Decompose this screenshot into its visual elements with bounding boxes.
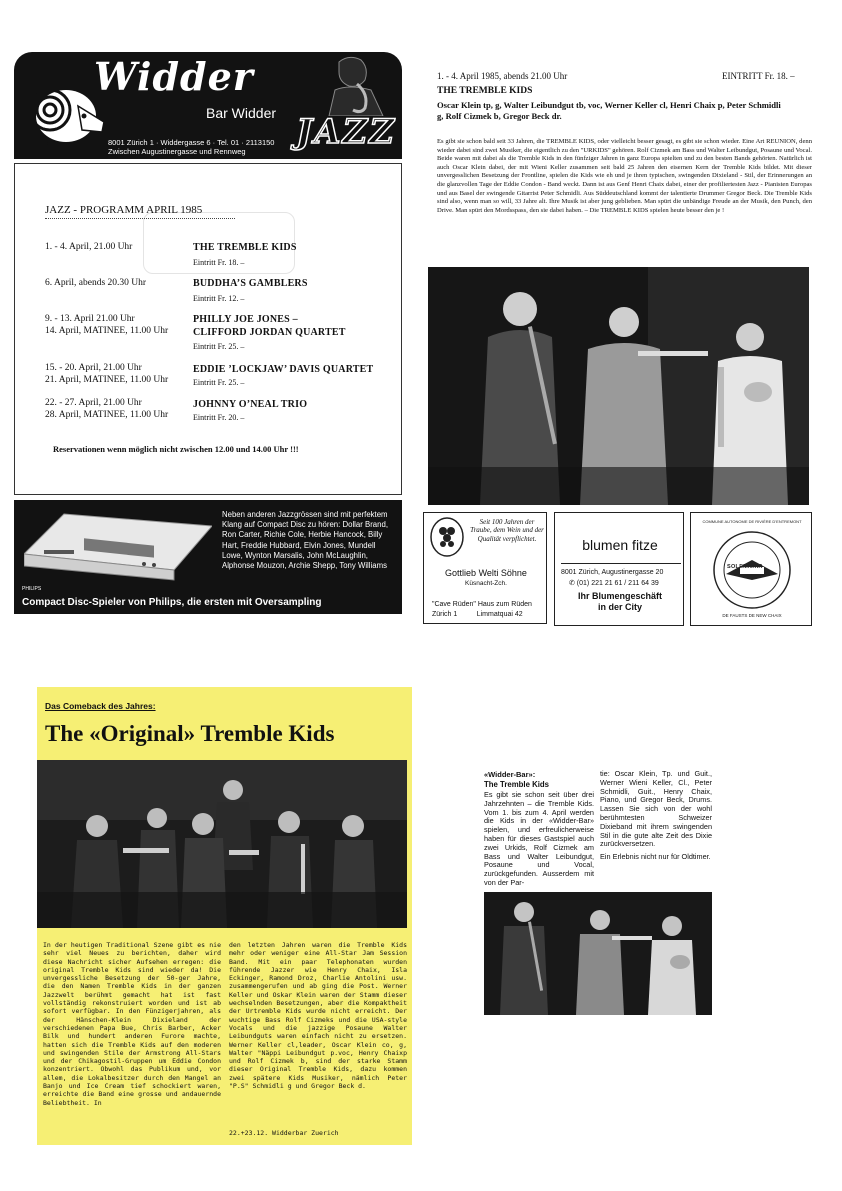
clipping-headline: The «Original» Tremble Kids <box>45 721 335 746</box>
tremble-dateline: 1. - 4. April 1985, abends 21.00 Uhr <box>437 71 568 81</box>
program-title: JAZZ - PROGRAMM APRIL 1985 <box>45 204 203 216</box>
seal-outer-text: COMMUNE AUTONOME DE RIVIÈRE D’ENTREMONT <box>702 519 802 524</box>
address-line: 8001 Zürich 1 · Widdergasse 6 · Tel. 01 · 2113150 <box>108 138 275 147</box>
tremble-fee: EINTRITT Fr. 18. – <box>722 71 795 81</box>
title-underline <box>45 218 235 219</box>
clipping-footer: 22.+23.12. Widderbar Zuerich <box>229 1129 339 1137</box>
bar-widder-label: Bar Widder <box>206 105 277 121</box>
philips-brand: PHILIPS <box>22 586 42 592</box>
widder-logo: Widder <box>94 54 254 99</box>
welti-address: "Cave Rüden" Haus zum Rüden <box>432 601 532 608</box>
divider <box>561 563 681 564</box>
address-line: Zwischen Augustinergasse und Rennweg <box>108 147 246 156</box>
tremble-kids-photo <box>428 267 809 505</box>
clipping-kicker: Das Comeback des Jahres: <box>45 701 156 711</box>
reservation-note: Reservationen wenn möglich nicht zwischen 12.00 und 14.00 Uhr !!! <box>53 444 299 454</box>
philips-ad-text: Neben anderen Jazzgrössen sind mit perfektem Klang auf Compact Disc zu hören: Dollar Brand, Ron Carter, Richie Cole, Herbie Hancock, Billy Hart, Freddie Hubbard, Elvin Jones, Mundell Lowe, Wynton Marsalis, John McLaughlin, Alphonse Mouzon, Archie Shepp, Tony Williams <box>222 510 388 571</box>
blumen-phone: ✆ (01) 221 21 61 / 211 64 39 <box>569 580 659 587</box>
small-paragraph: tie: Oscar Klein, Tp. und Guit., Werner Wieni Keller, Cl., Peter Schmidli, Guit., Henry Chaix, Piano, und Gregor Beck, Drums. Lassen Sie sich von der wohl berühmtesten Schweizer Dixieband mit ihrem swingenden Stil in die gute alte Zeit des Dixie zurückversetzen. <box>600 769 712 849</box>
seal-bottom-text: DE FAUSTS DE NEW CHAIX <box>722 613 782 618</box>
small-paragraph: Ein Erlebnis nicht nur für Oldtimer. <box>600 852 711 862</box>
clipping-column: In der heutigen Traditional Szene gibt es nie sehr viel Neues zu berichten, daher wird diese Nachricht sicher Aufsehen erregen: die original Tremble Kids sind wieder da! Die unvergessliche Besetzung der 50-ger Jahre, die den Namen Tremble Kids in der ganzen Jazzwelt berühmt gemacht hat ist fast vollständig rekonstruiert worden und ist ab sofort verfügbar. In den Fünzigerjahren, als der Hänschen-Klein Dixieland der verschiedenen Papa Bue, Chris Barber, Acker Bilk und hundert anderen Furore machte, hatten sich die Tremble Kids auf den moderen und swingenden Stile der Armstrong All-Stars und der Chikagostil-Gruppen um Eddie Condon konzentriert. Obwohl das Publikum und, vor allem, die Lokalbesitzer durch den Mangel an Banjo und Ice Cream tief schockiert waren, erreichte die Band eine grosse und andauernde Beliebtheit. In <box>43 941 221 1107</box>
welti-slogan: Seit 100 Jahren der Traube, dem Wein und der Qualität verpflichtet. <box>470 518 544 543</box>
cd-player-illustration <box>24 510 212 584</box>
small-title: The Tremble Kids <box>484 780 549 789</box>
welti-address: Zürich 1 Limmatquai 42 <box>432 611 523 618</box>
welti-name: Gottlieb Welti Söhne <box>445 568 527 578</box>
tremble-article-body: Es gibt sie schon bald seit 33 Jahren, die TREMBLE KIDS, oder vielleicht besser gesagt, es gibt sie schon wieder. Eine Art REUNION, denn wieder dabei sind zwei Musiker, die eigentlich zu den "URKIDS" gehören. Rolf Cizmek am Bass und Walter Leibundgut, Posaune und Vocal. Beide waren mit dabei als die Tremble Kids in den fünfziger Jahren in ganz Europa spielten und zu den besten Bands gehörten. Natürlich ist auch Oscar Klein dabei, der mit Wieni Keller zusammen seit bald 25 Jahren den eisernen Kern der Tremble Kids bildet. Mit dieser unvergesslichen Besetzung der Frontline, spielen die Kids wie eh und je ihren typischen, swingenden Dixieland - Stil, der Erinnerungen an die glanzvollen Tage der Eddie Condon - Band weckt. Dann ist aus Genf Henri Chaix dabei, einer der profiliertesten Jazz - Pianisten Europas und aus Basel der swingende Gitarrist Peter Schmidli. Aus Süddeutschland kommt der talentierte Drummer Gregor Beck. Die Tremble Kids sind also, wenn man so will, 33 Jahre alt. Ihre Musik ist aber jung geblieben. Man spürt die unbändige Freude an der Musik, den Punch, den Drive. Man spürt den Mordsspass, den sie dabei haben. – Die TREMBLE KIDS spielen heute besser den je ! <box>437 138 812 214</box>
welti-ad <box>423 512 547 624</box>
jazz-wordmark: JAZZ <box>296 112 397 152</box>
seal-center-text: SOLEMNAIR <box>727 564 763 570</box>
welti-place: Küsnacht-Zch. <box>465 580 507 587</box>
clipping-column: den letzten Jahren waren die Tremble Kids mehr oder weniger eine All-Star Jam Session Band. Mit ein paar Telephonaten wurden führende Jazzer wie Henry Chaix, Isla Eckinger, Ramond Droz, Charlie Antolini usw. zusammengerufen und ab ging die Post. Werner Keller und Oskar Klein waren der Stamm dieser wechselnden Besetzungen, aber die Kompaktheit der Urtremble Kids wurde nicht erreicht. Der wuchtige Bass Rolf Cizmeks und die USA-style Vocals und die jazzige Posaune Walter Leibundguts waren einfach nicht zu ersetzen. Werner Keller cl,leader, Oscar Klein co, g, Walter "Näppi Leibundgut p.voc, Henry Chaixp und Rolf Cizmek b, sind der starke Stamm dieser Original Tremble Kids, dazu kommen zwei spätere Kids Musiker, nämlich Peter "P.S" Schmidli g und Gregor Beck d. <box>229 941 407 1091</box>
comeback-clipping <box>37 687 412 1145</box>
tremble-lineup: Oscar Klein tp, g, Walter Leibundgut tb, voc, Werner Keller cl, Henri Chaix p, Peter Schmidli <box>437 100 781 110</box>
blumen-slogan: Ihr Blumengeschäft <box>577 591 662 601</box>
tremble-lineup: g, Rolf Cizmek b, Gregor Beck dr. <box>437 111 562 121</box>
band-photo <box>37 760 407 928</box>
tremble-title: THE TREMBLE KIDS <box>437 86 533 96</box>
small-band-photo <box>484 892 712 1015</box>
philips-ad <box>14 500 402 614</box>
seal-ad <box>690 512 812 626</box>
saxophonist-illustration <box>299 54 399 116</box>
blumen-fitze-name: blumen fitze <box>582 537 658 553</box>
blumen-slogan: in der City <box>597 602 642 612</box>
small-column: Es gibt sie schon seit über drei Jahrzehnten – die Tremble Kids. Vom 1. bis zum 4. April werden die Kids in der «Widder-Bar» spielen, und erfreulicherweise haben für dieses Gastspiel auch zwei Urkids, Rolf Cizmek am Bass und Walter Leibundgut, Posaune und Vocal, zurückgefunden. Ausserdem mit von der Par- <box>484 790 594 887</box>
commune-seal-icon <box>712 530 792 610</box>
blumen-fitze-ad <box>554 512 684 626</box>
widder-header <box>14 52 402 159</box>
grape-emblem-icon <box>430 517 464 557</box>
philips-caption: Compact Disc-Spieler von Philips, die ersten mit Oversampling <box>22 597 322 608</box>
jazz-program-box: JAZZ - PROGRAMM APRIL 1985 1. - 4. April, 21.00 Uhr THE TREMBLE KIDS Eintritt Fr. 18. – 6. April, abends 20.30 Uhr BUDDHA’S GAMBLERS Eintritt Fr. 12. – 9. - 13. April 21.00 Uhr 14. April, MATINEE, 11.00 Uhr PHILLY JOE JONES – CLIFFORD JORDAN QUARTET Eintritt Fr. 25. – 15. - 20. April, 21.00 Uhr 21. April, MATINEE, 11.00 Uhr EDDIE ’LOCKJAW’ DAVIS QUARTET Eintritt Fr. 25. – 22. - 27. April, 21.00 Uhr 28. April, MATINEE, 11.00 Uhr JOHNNY O’NEAL TRIO Eintritt Fr. 20. – Reservationen wenn möglich nicht zwischen 12.00 und 14.00 Uhr !!! <box>14 163 402 495</box>
small-kicker: «Widder-Bar»: <box>484 770 536 779</box>
small-column <box>600 770 712 862</box>
blumen-address: 8001 Zürich, Augustinergasse 20 <box>561 569 664 576</box>
